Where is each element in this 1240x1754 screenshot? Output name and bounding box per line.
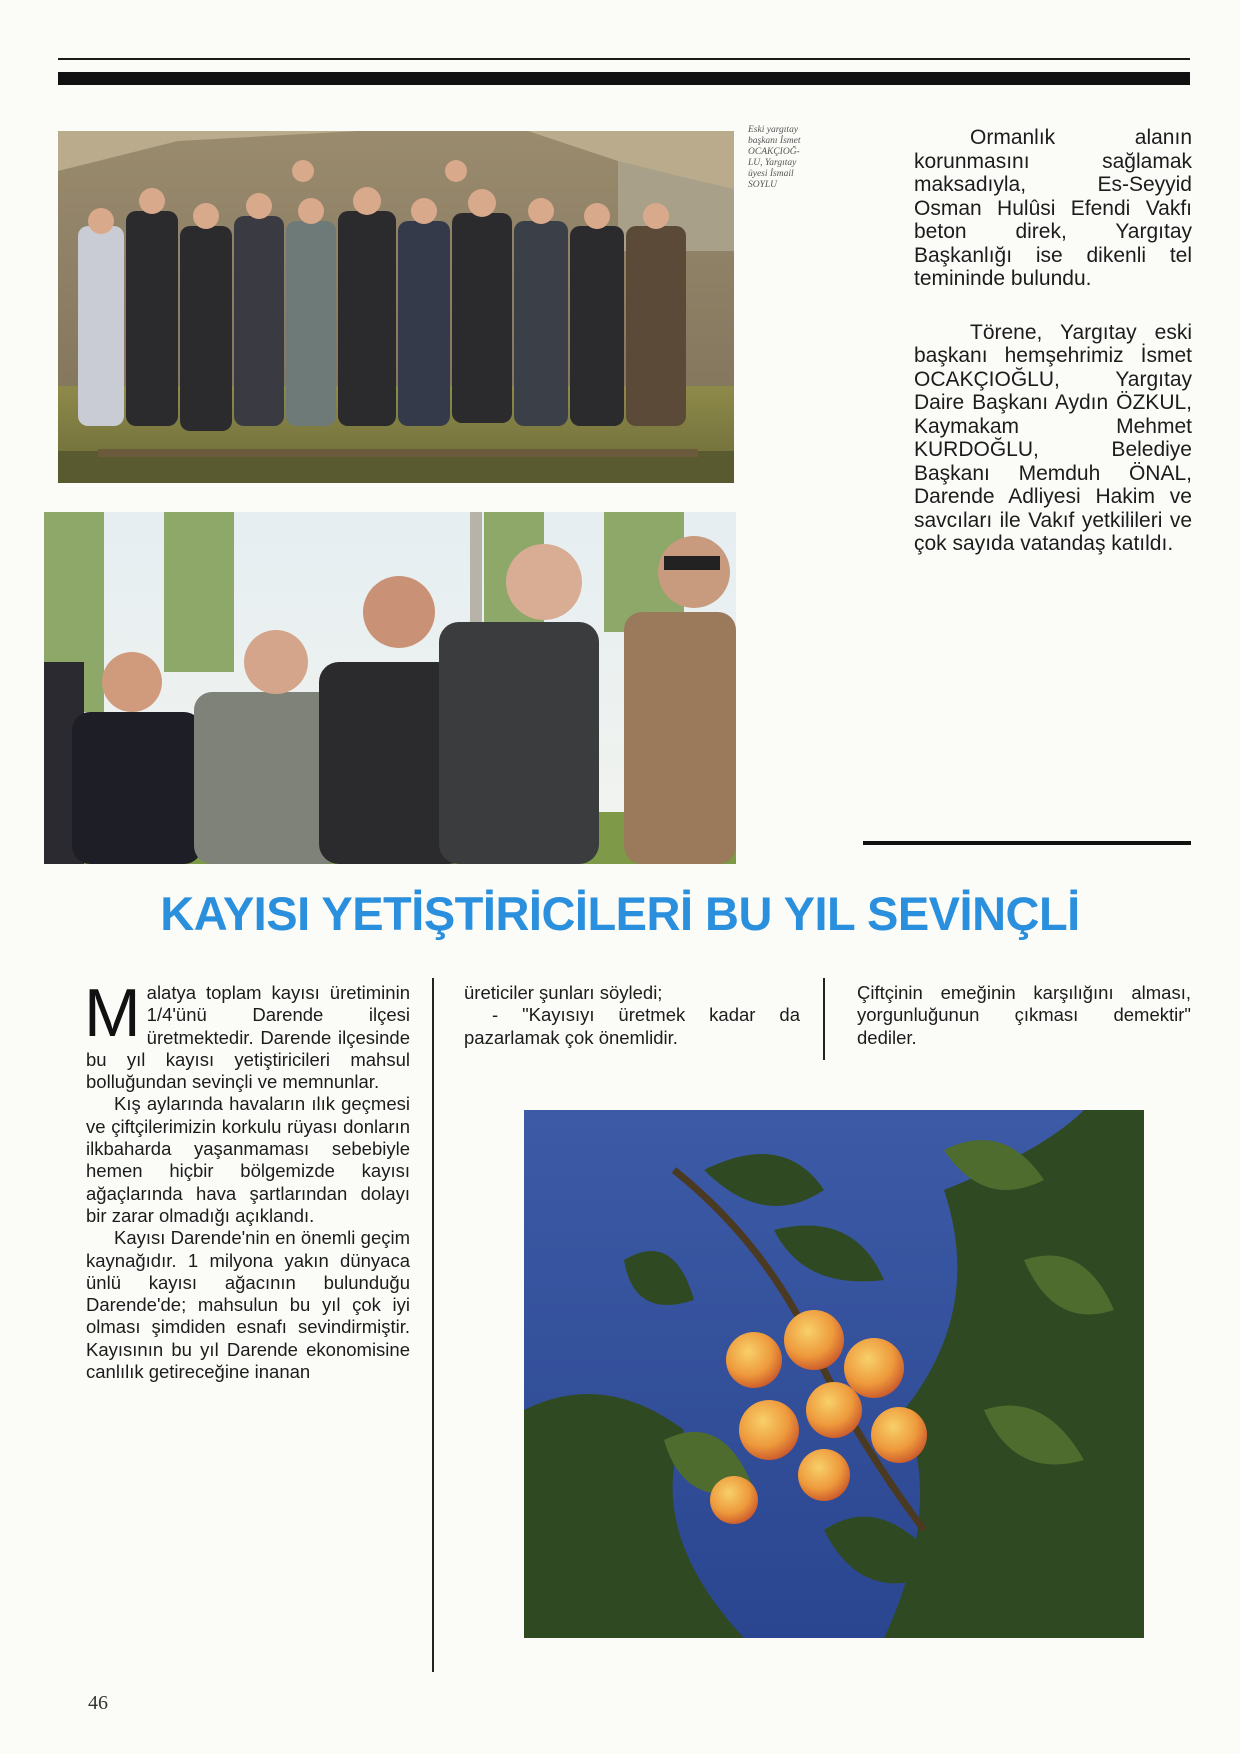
page-number: 46 — [88, 1692, 108, 1714]
caption-line: başkanı İsmet — [748, 136, 801, 146]
producers-quote: - "Kayısıyı üretmek kadar da pazarlamak çok önemlidir. — [464, 1004, 800, 1048]
forest-paragraph: Ormanlık alanın korunmasını sağlamak maksadıyla, Es-Seyyid Osman Hulûsi Efendi Vakfı beton direk, Yargıtay Başkanlığı ise dikenli tel temininde bulundu. — [914, 126, 1192, 290]
top-thin-rule — [58, 58, 1190, 60]
producers-intro: üreticiler şunları söyledi; — [464, 982, 663, 1003]
lead-paragraph — [84, 975, 410, 1093]
article-headline: KAYISI YETİŞTİRİCİLERİ BU YIL SEVİNÇLİ — [160, 887, 1080, 940]
right-column-text — [914, 126, 1192, 556]
article-column-3 — [857, 982, 1191, 1049]
section-divider — [863, 841, 1191, 845]
apricot-photo — [524, 1110, 1144, 1638]
column-separator — [823, 978, 825, 1060]
officials-photo — [44, 512, 736, 864]
caption-line: üyesi İsmail — [748, 169, 794, 179]
column-separator — [432, 978, 434, 1672]
quote-conclusion: Çiftçinin emeğinin karşılığını alması, yorgunluğunun çıkması demektir" dediler. — [857, 982, 1191, 1048]
caption-line: SOYLU — [748, 180, 778, 190]
photo-caption — [748, 125, 858, 191]
article-column-2 — [464, 982, 800, 1049]
ceremony-paragraph: Törene, Yargıtay eski başkanı hemşehrimiz İsmet OCAKÇIOĞLU, Yargıtay Daire Başkanı Aydın ÖZKUL, Kaymakam Mehmet KURDOĞLU, Belediye Başkanı Memduh ÖNAL, Darende Adliyesi Hakim ve savcıları ile Vakıf yetkilileri ve çok sayıda vatandaş katıldı. — [914, 320, 1192, 555]
economy-paragraph: Kayısı Darende'nin en önemli geçim kaynağıdır. 1 milyona yakın dünyaca ünlü kayısı ağacının bulunduğu Darende'de; mahsulun bu yıl çok iyi olması şimdiden esnafı sevindirmiştir. Kayısının bu yıl Darende ekonomisine canlılık getireceğine inanan — [86, 1227, 410, 1383]
group-photo — [58, 131, 734, 483]
caption-line: OCAKÇIOĞ- — [748, 147, 800, 157]
caption-line: Eski yargıtay — [748, 125, 799, 135]
top-thick-rule — [58, 72, 1190, 85]
weather-paragraph: Kış aylarında havaların ılık geçmesi ve çiftçilerimizin korkulu rüyası donların ilkbaharda yaşanmaması sebebiyle hemen hiçbir bölgemizde kayısı ağaçlarında hava şartlarından dolayı bir zarar olmadığı açıklandı. — [86, 1093, 410, 1226]
dropcap: M — [84, 975, 141, 1051]
article-column-1 — [84, 975, 410, 1383]
lead-paragraph-text: alatya toplam kayısı üretiminin 1/4'ünü Darende ilçesi üretmektedir. Darende ilçesinde bu yıl kayısı yetiştiricileri mahsul bolluğundan sevinçli ve memnunlar. — [86, 982, 410, 1093]
caption-line: LU, Yargıtay — [748, 158, 797, 168]
